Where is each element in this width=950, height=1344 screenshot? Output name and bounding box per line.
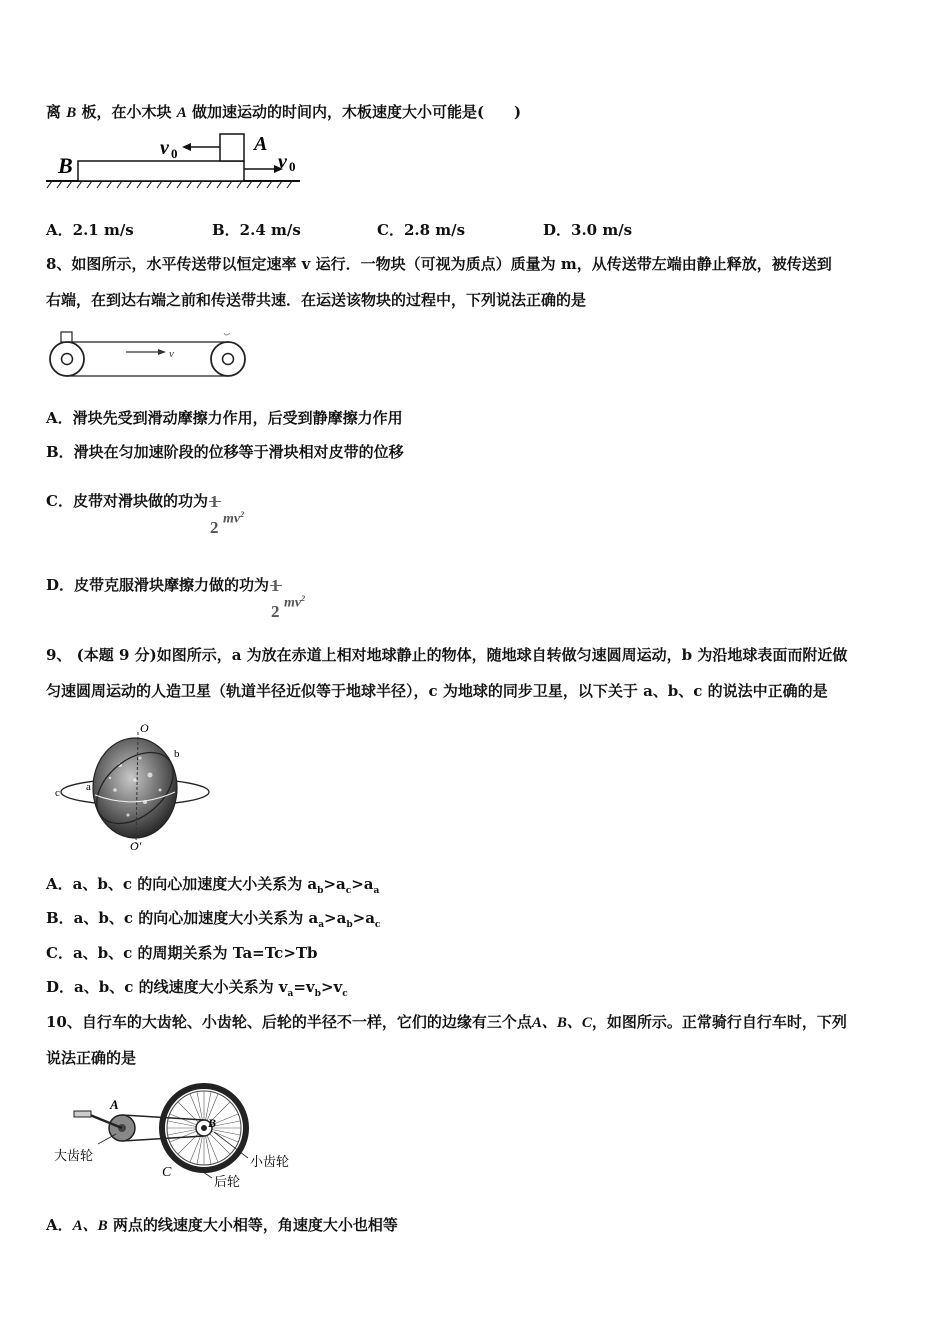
svg-text:小齿轮: 小齿轮 — [250, 1155, 290, 1170]
q9-stem-line2: 匀速圆周运动的人造卫星（轨道半径近似等于地球半径），c 为地球的同步卫星，以下关于 a、b、c 的说法中正确的是 — [46, 682, 828, 700]
q10-option-a[interactable]: A．A、B 两点的线速度大小相等，角速度大小也相等 — [46, 1216, 398, 1234]
svg-text:后轮: 后轮 — [214, 1175, 241, 1190]
q7-board-block-figure — [44, 128, 304, 190]
block-a — [220, 134, 244, 161]
q8-stem-line1: 8、如图所示，水平传送带以恒定速率 v 运行．一物块（可视为质点）质量为 m，从传送带左端由静止释放，被传送到 — [46, 255, 832, 273]
svg-text:b: b — [174, 748, 180, 760]
q9-option-c[interactable]: C．a、b、c 的周期关系为 Ta=Tc>Tb — [46, 944, 318, 962]
svg-text:C: C — [162, 1165, 172, 1180]
q9-earth-orbit-figure — [50, 720, 220, 855]
q7-option-c[interactable]: C．2.8 m/s — [377, 221, 466, 239]
q10-stem-line2: 说法正确的是 — [46, 1049, 137, 1067]
q8-block — [61, 332, 72, 342]
svg-text:大齿轮: 大齿轮 — [54, 1149, 94, 1164]
q10-stem-line1: 10、自行车的大齿轮、小齿轮、后轮的半径不一样，它们的边缘有三个点A、B、C，如图所示。正常骑行自行车时，下列 — [46, 1013, 847, 1031]
svg-text:v: v — [169, 348, 174, 360]
svg-text:c: c — [55, 787, 60, 799]
q8-right-roller — [211, 342, 245, 376]
q9-option-b[interactable]: B．a、b、c 的向心加速度大小关系为 $a_a>a_b>a_c$ — [46, 909, 381, 930]
q8-option-d[interactable]: D．皮带克服滑块摩擦力做的功为 1 2 $mv^2$ — [46, 560, 317, 611]
q7-option-d[interactable]: D．3.0 m/s — [543, 221, 633, 239]
svg-text:v: v — [278, 151, 287, 173]
half-mv-squared-formula: 1 2 $mv^2$ — [209, 492, 245, 537]
q8-stem-line2: 右端，在到达右端之前和传送带共速．在运送该物块的过程中，下列说法正确的是 — [46, 291, 587, 309]
q7-option-b[interactable]: B．2.4 m/s — [212, 221, 301, 239]
q7-options — [46, 219, 766, 241]
svg-text:B: B — [58, 153, 73, 178]
q8-option-b[interactable]: B．滑块在匀加速阶段的位移等于滑块相对皮带的位移 — [46, 443, 404, 461]
svg-text:v: v — [160, 137, 169, 159]
svg-text:0: 0 — [289, 159, 296, 174]
svg-text:A: A — [254, 133, 268, 155]
svg-text:O′: O′ — [130, 839, 142, 853]
q10-bicycle-gear-figure — [50, 1082, 310, 1190]
q7-stem: 离 B 板，在小木块 A 做加速运动的时间内，木板速度大小可能是( ) — [46, 103, 522, 121]
svg-text:a: a — [86, 781, 91, 793]
q8-conveyor-figure — [48, 330, 248, 380]
svg-text:O: O — [140, 721, 149, 735]
q7-option-a[interactable]: A．2.1 m/s — [46, 221, 134, 239]
q8-option-a[interactable]: A．滑块先受到滑动摩擦力作用，后受到静摩擦力作用 — [46, 409, 403, 427]
q9-option-a[interactable]: A．a、b、c 的向心加速度大小关系为 $a_b>a_c>a_a$ — [46, 875, 380, 896]
q9-stem-line1: 9、 (本题 9 分)如图所示，a 为放在赤道上相对地球静止的物体，随地球自转做匀速圆周运动，b 为沿地球表面而附近做 — [46, 646, 848, 664]
svg-text:A: A — [110, 1097, 119, 1112]
svg-text:B: B — [208, 1116, 217, 1130]
earth — [93, 738, 177, 838]
q8-left-roller — [50, 342, 84, 376]
svg-text:0: 0 — [171, 146, 178, 161]
board-b — [78, 161, 244, 181]
half-mv-squared-formula: 1 2 $mv^2$ — [271, 576, 306, 621]
q8-option-c[interactable]: C．皮带对滑块做的功为 1 2 $mv^2$ — [46, 476, 256, 527]
q9-option-d[interactable]: D．a、b、c 的线速度大小关系为 $v_a=v_b>v_c$ — [46, 978, 348, 999]
